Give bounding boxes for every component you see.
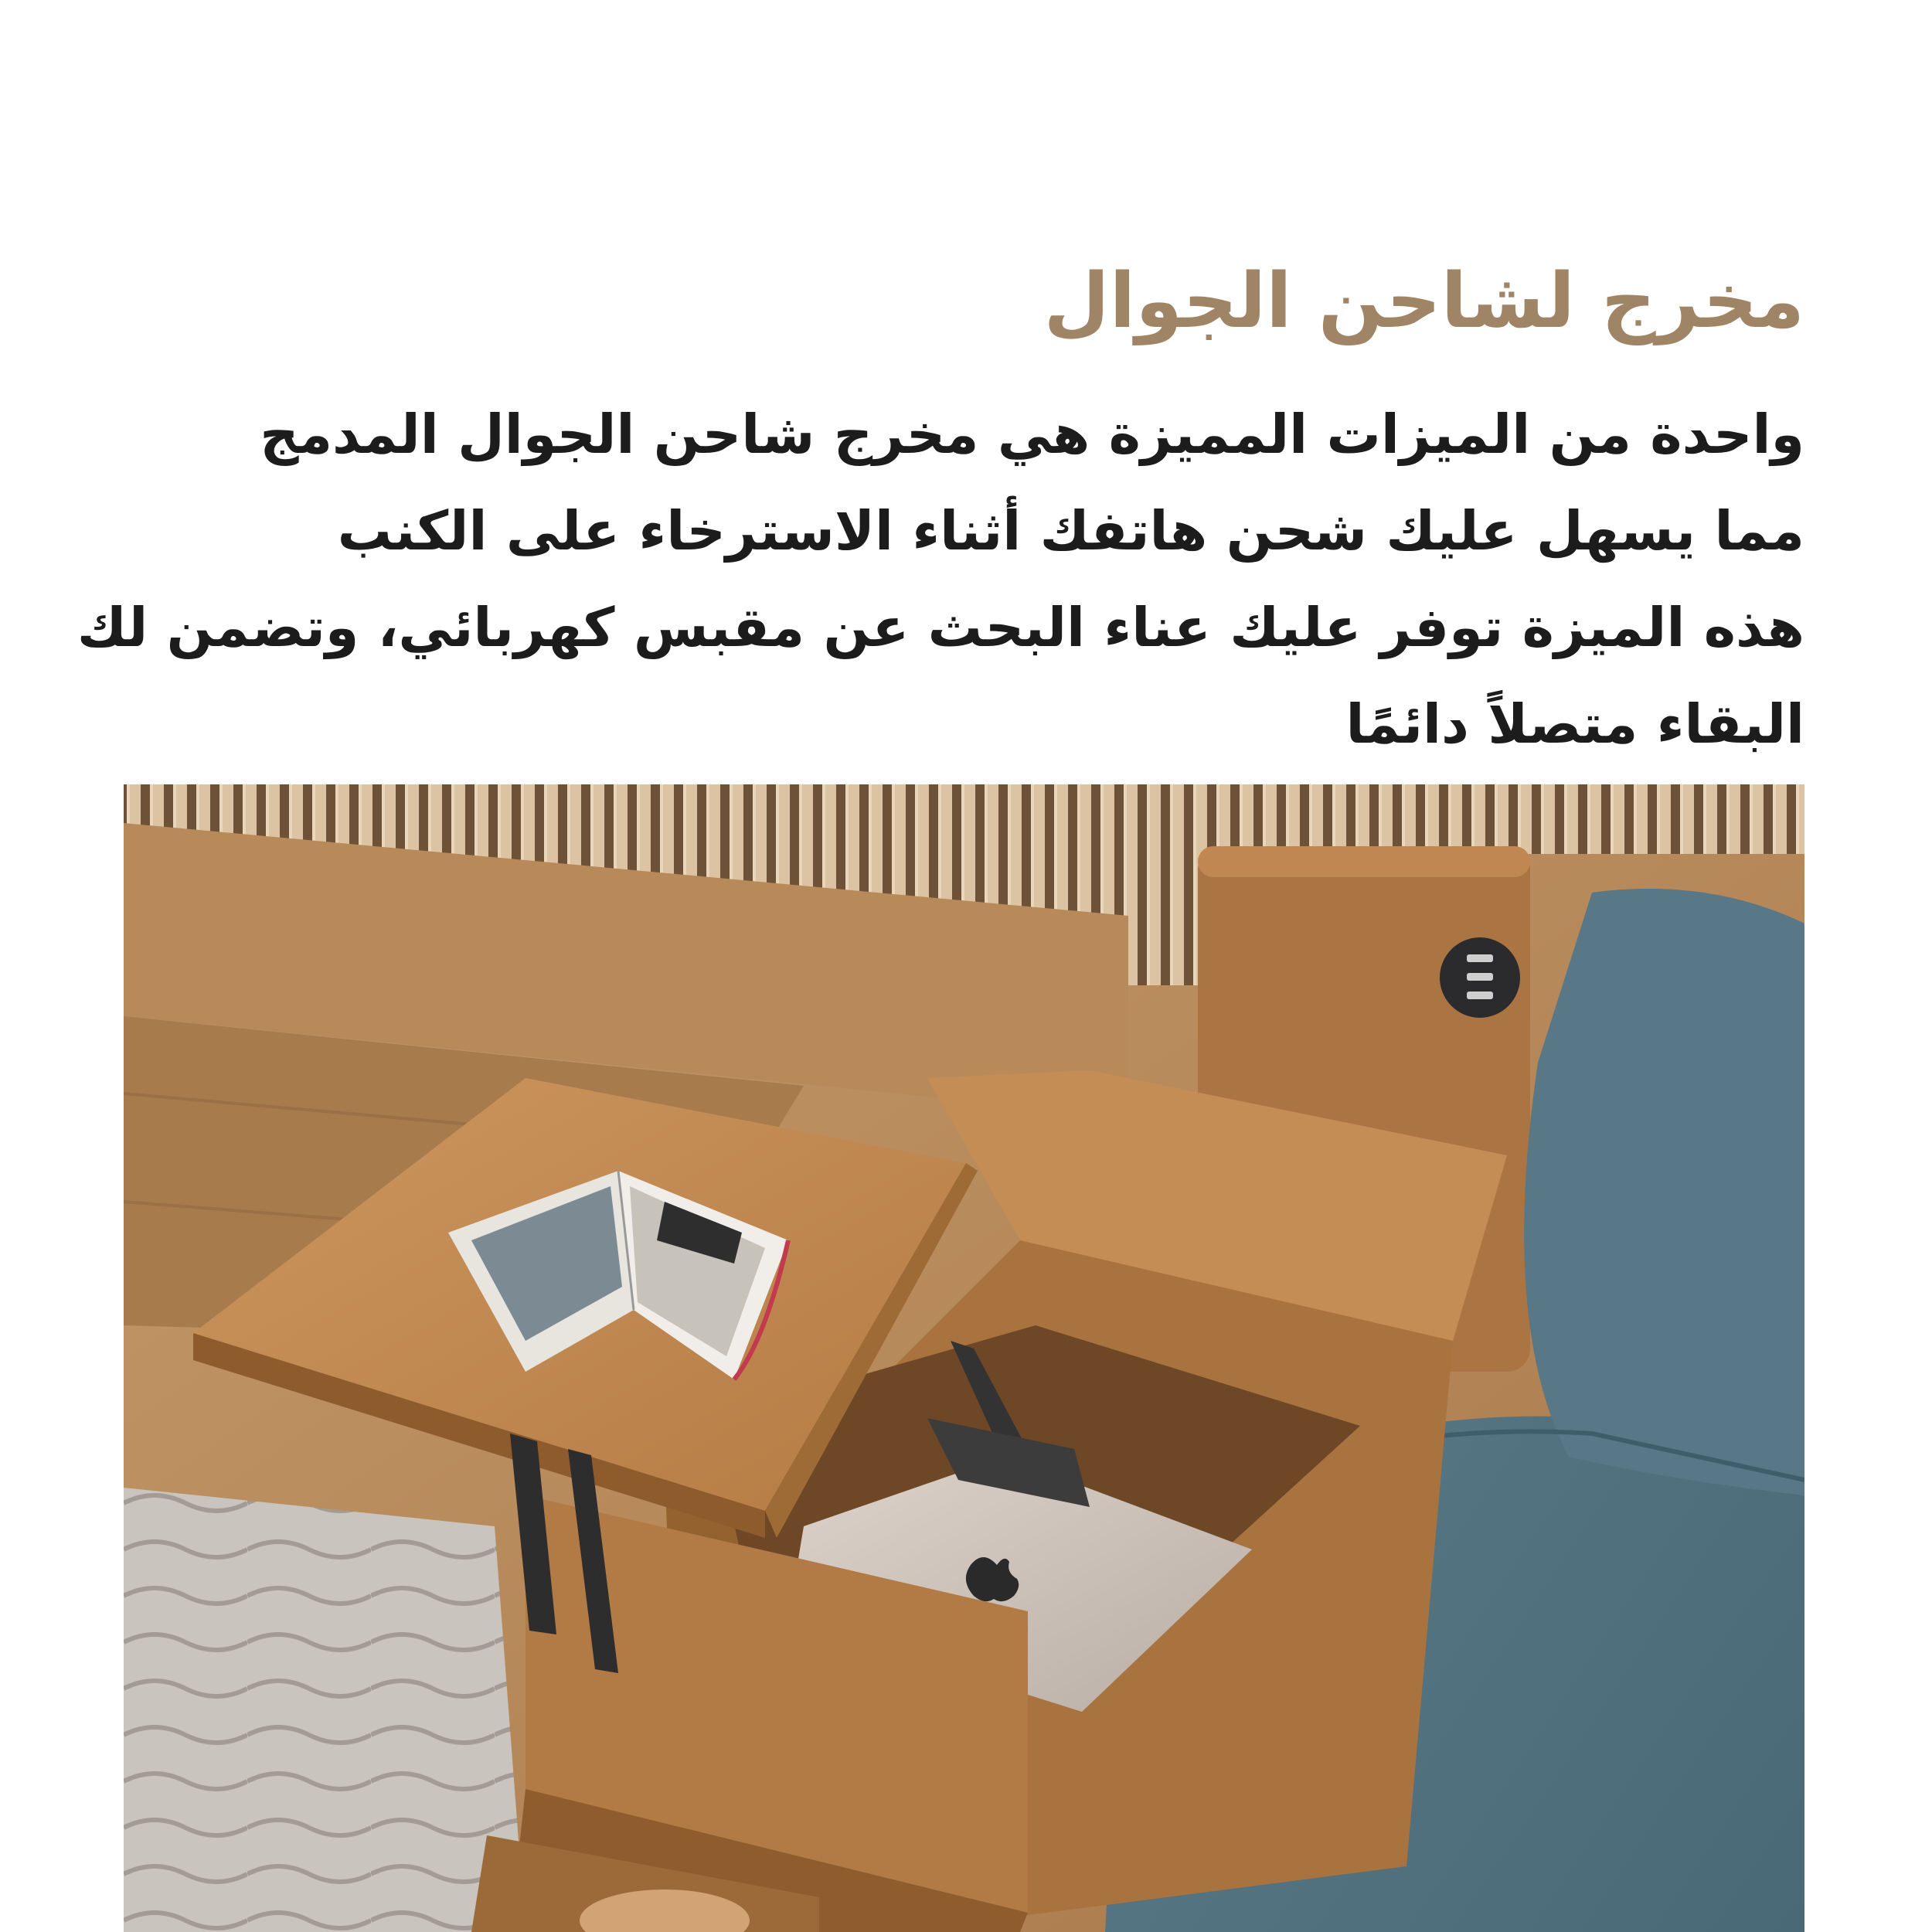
description-line-1: واحدة من الميزات المميزة هي مخرج شاحن الجوال المدمج xyxy=(260,403,1804,466)
page-title: مخرج لشاحن الجوال xyxy=(1043,257,1804,345)
feature-description xyxy=(77,386,1804,773)
description-line-3: هذه الميزة توفر عليك عناء البحث عن مقبس كهربائي، وتضمن لك xyxy=(77,596,1804,659)
product-photo xyxy=(124,784,1804,1932)
usb-port-icon xyxy=(1440,937,1520,1018)
description-line-2: مما يسهل عليك شحن هاتفك أثناء الاسترخاء على الكنب xyxy=(337,499,1804,563)
description-line-4: البقاء متصلاً دائمًا xyxy=(1345,692,1804,756)
